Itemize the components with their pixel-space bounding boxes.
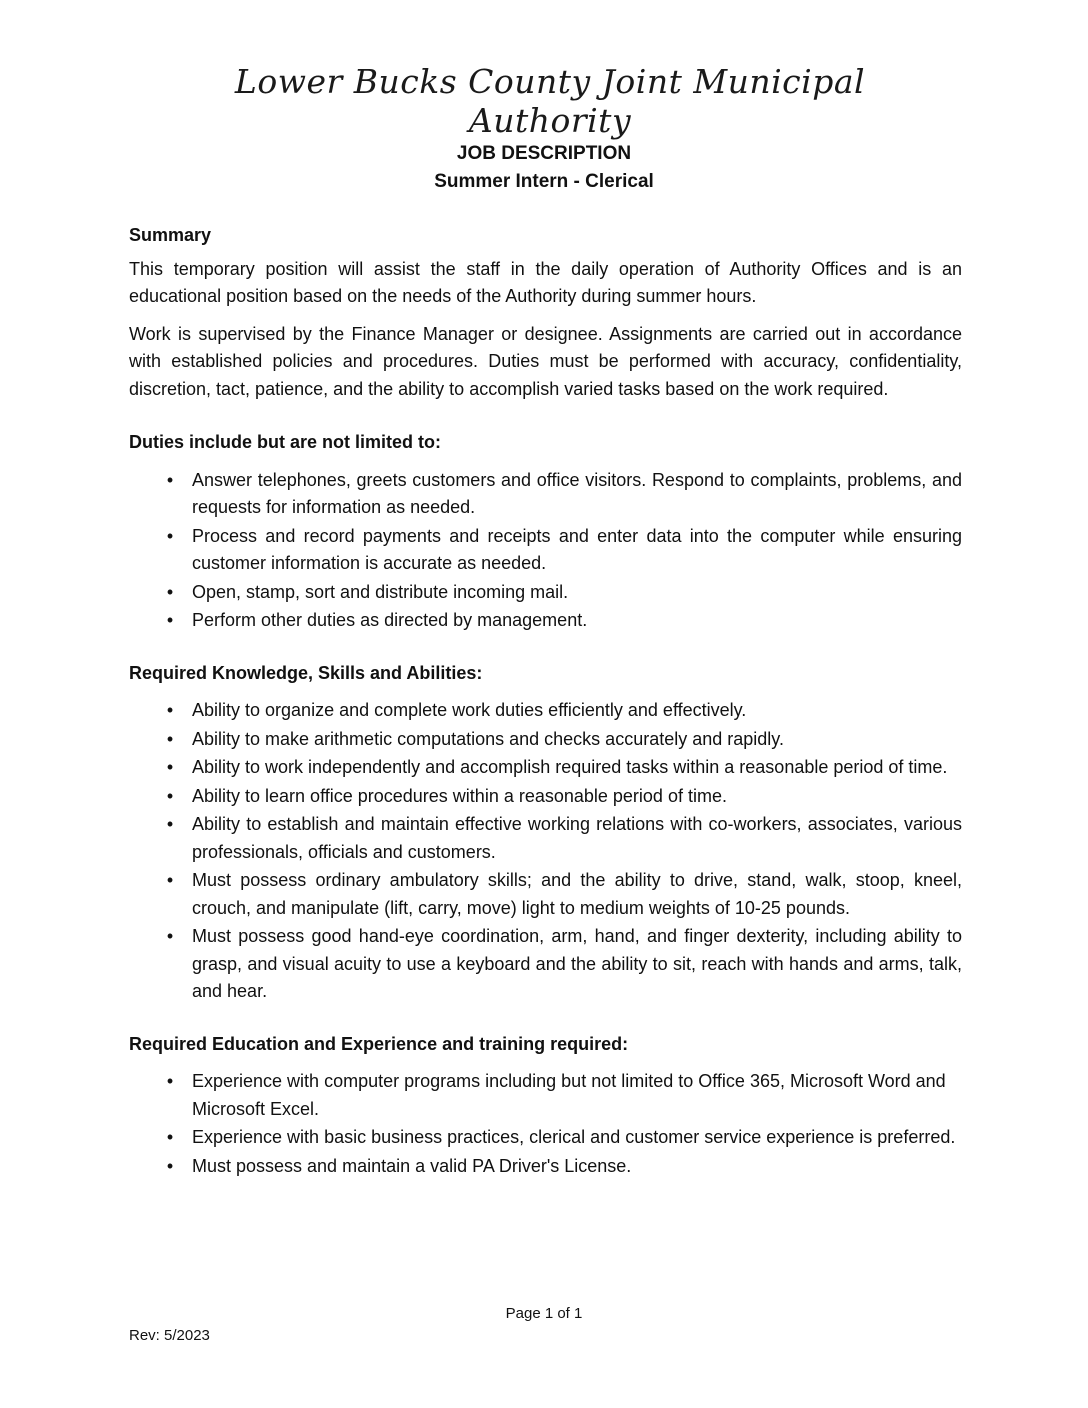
list-item <box>129 697 962 725</box>
list-item <box>129 523 962 578</box>
bullet-icon: • <box>166 926 174 946</box>
list-item-text: Process and record payments and receipts and enter data into the computer while ensuring customer information is accurate as needed. <box>192 525 962 573</box>
bullet-icon: • <box>166 1071 174 1091</box>
list-item-text: Experience with computer programs including but not limited to Office 365, Microsoft Word and Microsoft Excel. <box>192 1071 946 1119</box>
page-number: Page 1 of 1 <box>505 1305 583 1322</box>
revision-date: Rev: 5/2023 <box>129 1327 210 1344</box>
organization-letterhead: Lower Bucks County Joint Municipal Authority <box>234 62 866 140</box>
bullet-icon: • <box>166 1127 174 1147</box>
summary-section <box>129 222 962 403</box>
bullet-icon: • <box>166 469 174 490</box>
list-item-text: Ability to work independently and accomplish required tasks within a reasonable period of time. <box>192 757 948 777</box>
list-item-text: Perform other duties as directed by management. <box>192 610 588 630</box>
list-item-text: Experience with basic business practices, clerical and customer service experience is preferred. <box>192 1127 956 1147</box>
list-item <box>129 1068 962 1123</box>
list-item-text: Ability to establish and maintain effective working relations with co-workers, associates, various professionals, officials and customers. <box>192 814 962 862</box>
duties-list <box>129 467 962 635</box>
bullet-icon: • <box>166 814 174 834</box>
bullet-icon: • <box>166 581 174 602</box>
bullet-icon: • <box>166 785 174 806</box>
list-item-text: Ability to make arithmetic computations and checks accurately and rapidly. <box>192 728 784 749</box>
document-subtitle: Summer Intern - Clerical <box>434 171 654 192</box>
bullet-icon: • <box>166 525 174 546</box>
list-item <box>129 1153 962 1181</box>
list-item-text: Answer telephones, greets customers and office visitors. Respond to complaints, problems, and requests for information as needed. <box>192 469 962 517</box>
duties-section <box>129 429 962 635</box>
bullet-icon: • <box>166 728 174 749</box>
education-list <box>129 1068 962 1180</box>
skills-heading: Required Knowledge, Skills and Abilities: <box>129 662 483 683</box>
skills-section <box>129 660 962 1006</box>
duties-heading: Duties include but are not limited to: <box>129 432 442 452</box>
bullet-icon: • <box>166 1155 174 1176</box>
education-heading: Required Education and Experience and training required: <box>129 1033 629 1054</box>
list-item <box>129 867 962 922</box>
document-body <box>129 222 962 1181</box>
list-item <box>129 579 962 607</box>
skills-list <box>129 697 962 1006</box>
bullet-icon: • <box>166 700 174 720</box>
bullet-icon: • <box>166 757 174 777</box>
list-item <box>129 754 962 782</box>
list-item-text: Must possess ordinary ambulatory skills; and the ability to drive, stand, walk, stoop, kneel, crouch, and manipulate (lift, carry, move) light to medium weights of 10-25 pounds. <box>192 870 962 918</box>
bullet-icon: • <box>166 610 174 630</box>
summary-paragraph: This temporary position will assist the staff in the daily operation of Authority Offices and is an educational position based on the needs of the Authority during summer hours. <box>129 258 962 306</box>
education-section <box>129 1031 962 1181</box>
document-title: JOB DESCRIPTION <box>456 143 632 164</box>
list-item-text: Ability to learn office procedures within a reasonable period of time. <box>192 785 727 806</box>
list-item-text: Open, stamp, sort and distribute incoming mail. <box>192 581 569 602</box>
list-item <box>129 726 962 754</box>
list-item <box>129 607 962 635</box>
list-item <box>129 811 962 866</box>
list-item <box>129 923 962 1006</box>
summary-paragraph: Work is supervised by the Finance Manager or designee. Assignments are carried out in accordance with established policies and procedures. Duties must be performed with accuracy, confidentiality, discretion, tact, patience, and the ability to accomplish varied tasks based on the work required. <box>129 323 962 399</box>
list-item <box>129 467 962 522</box>
list-item-text: Must possess good hand-eye coordination, arm, hand, and finger dexterity, including ability to grasp, and visual acuity to use a keyboard and the ability to sit, reach with hands and arms, talk, and hear. <box>192 926 962 1001</box>
list-item <box>129 1124 962 1152</box>
summary-heading: Summary <box>129 225 212 245</box>
bullet-icon: • <box>166 870 174 890</box>
list-item <box>129 783 962 811</box>
list-item-text: Ability to organize and complete work duties efficiently and effectively. <box>192 700 747 720</box>
list-item-text: Must possess and maintain a valid PA Driver's License. <box>192 1155 632 1176</box>
